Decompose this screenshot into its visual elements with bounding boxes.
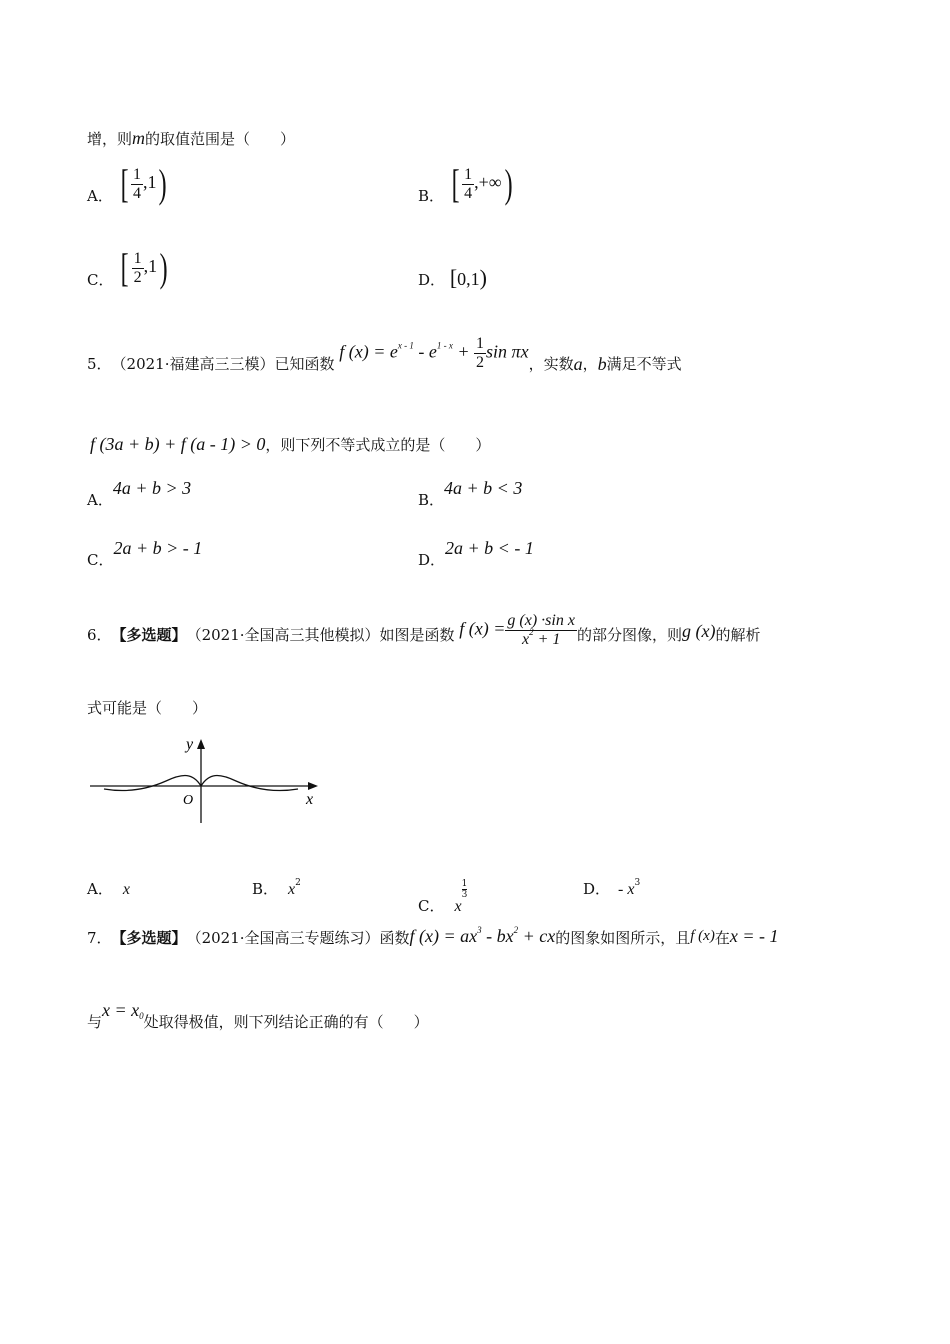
q5-inequality: f (3a + b) + f (a - 1) > 0 — [90, 434, 266, 454]
q4-stem-post: 的取值范围是（ ） — [145, 130, 296, 148]
option-rest: ,1 — [143, 256, 158, 277]
q5-text-mid: ，实数 — [528, 355, 574, 373]
q5-option-a[interactable] — [87, 478, 192, 510]
q5-func-lhs: f (x) = e — [339, 341, 398, 362]
q7-function — [410, 926, 556, 946]
q7-number: 7． — [87, 929, 112, 947]
q7-fx: f (x) — [690, 928, 715, 944]
option-prefix: - — [618, 881, 628, 898]
option-letter: B． — [252, 880, 279, 898]
q5-option-b[interactable] — [418, 478, 523, 510]
option-expr: 4a + b > 3 — [112, 478, 192, 498]
q5-function — [339, 335, 528, 372]
q6-graph — [88, 735, 323, 827]
q5-stem — [87, 332, 682, 374]
option-base: x — [454, 898, 462, 915]
q5-number: 5． — [87, 355, 112, 373]
option-frac-exponent — [462, 879, 468, 900]
q7-mid: - bx — [481, 926, 514, 946]
q5-comma: ， — [582, 355, 598, 373]
option-letter: B． — [418, 491, 445, 509]
q4-stem — [87, 128, 295, 149]
q5-minus: - e — [413, 341, 437, 362]
option-letter: C． — [87, 271, 114, 289]
q7-cond1: x = - 1 — [729, 926, 779, 946]
option-letter: D． — [418, 551, 446, 569]
option-expr: 2a + b < - 1 — [445, 538, 534, 558]
q6-option-b[interactable] — [252, 879, 301, 900]
y-label: y — [186, 736, 194, 753]
option-letter: C． — [418, 897, 445, 915]
q6-g: g (x) — [681, 620, 716, 641]
frac-num: 1 — [133, 249, 142, 267]
option-letter: A． — [87, 491, 113, 509]
q4-stem-pre: 增，则 — [87, 130, 133, 148]
q5-source: （2021·福建高三三模）已知函数 — [111, 355, 335, 373]
q7-stem-line2 — [87, 1000, 429, 1032]
x-label: x — [306, 791, 314, 808]
option-letter: A． — [87, 187, 113, 205]
option-base: x — [122, 881, 130, 898]
sup-den: 3 — [461, 890, 468, 900]
q7-sup1: 3 — [477, 925, 482, 935]
option-base: x — [627, 881, 635, 898]
q5-exp1: x - 1 — [397, 340, 414, 351]
q7-after: 的图象如图所示，且 — [555, 929, 691, 947]
q6-after: 的部分图像，则 — [576, 625, 682, 644]
q6-option-d[interactable] — [583, 879, 640, 900]
option-expr: 4a + b < 3 — [444, 478, 523, 498]
q5-option-d[interactable] — [418, 538, 534, 570]
q6-stem — [87, 612, 760, 649]
option-value: 0,1 — [457, 269, 480, 289]
q6-after2: 的解析 — [715, 625, 761, 644]
q7-source: （2021·全国高三专题练习）函数 — [186, 929, 410, 947]
x-axis-arrow — [308, 782, 318, 790]
q4-option-c[interactable]: C． [ $\frac{1}{2}$ ,1) — [87, 245, 168, 290]
q7-stem — [87, 925, 779, 948]
option-letter: B． — [418, 187, 445, 205]
option-letter: A． — [87, 880, 113, 898]
q5-var-b: b — [597, 354, 607, 374]
q7-tail: + cx — [518, 926, 556, 946]
y-axis-arrow — [197, 739, 205, 749]
origin-label: O — [183, 793, 194, 808]
q4-option-b[interactable]: B． [ $\frac{1}{4}$ ,+∞) — [418, 161, 513, 206]
q5-sin: sin πx — [486, 341, 529, 362]
q7-cond2-sub: 0 — [139, 1011, 144, 1021]
frac-num: 1 — [132, 165, 141, 183]
frac-den: 4 — [464, 184, 473, 202]
q7-func: f (x) = ax — [409, 926, 478, 946]
q5-text-end: 满足不等式 — [606, 355, 682, 373]
option-letter: D． — [418, 271, 446, 289]
q5-exp2: 1 - x — [436, 340, 453, 351]
frac-den-rest: + 1 — [533, 631, 561, 648]
q7-tag: 【多选题】 — [111, 929, 187, 947]
option-base: x — [288, 881, 296, 898]
frac-num: 1 — [476, 334, 485, 352]
q5-inequality-line — [90, 434, 490, 455]
q4-var-m: m — [132, 128, 146, 148]
option-letter: C． — [87, 551, 114, 569]
frac-den: 2 — [133, 268, 142, 286]
q6-lhs: f (x) = — [459, 618, 506, 639]
sup-num: 1 — [461, 879, 468, 889]
frac-den-sup: 2 — [529, 627, 534, 637]
q5-option-c[interactable] — [87, 538, 203, 570]
q6-option-a[interactable] — [87, 879, 130, 900]
q4-option-a[interactable]: A． [ $\frac{1}{4}$ ,1) — [87, 161, 168, 206]
q6-option-c[interactable] — [418, 879, 467, 917]
q6-stem-line2: 式可能是（ ） — [87, 699, 208, 717]
q5-ineq-after: ，则下列不等式成立的是（ ） — [265, 436, 491, 454]
q6-source: （2021·全国高三其他模拟）如图是函数 — [186, 625, 455, 644]
option-expr: 2a + b > - 1 — [113, 538, 203, 558]
q7-sup2: 2 — [513, 925, 519, 935]
option-sup: 3 — [634, 878, 641, 888]
option-rest: ,1 — [142, 172, 157, 193]
frac-den-x: x — [521, 631, 530, 648]
q6-tag: 【多选题】 — [111, 625, 187, 644]
option-letter: D． — [583, 880, 611, 898]
frac-den: 4 — [132, 184, 141, 202]
q7-cond2 — [102, 1000, 144, 1020]
frac-den: 2 — [476, 353, 485, 371]
option-sup: 2 — [295, 878, 301, 888]
q7-at: 在 — [714, 929, 730, 947]
q4-option-d[interactable]: D． [0,1) — [418, 265, 487, 290]
q5-var-a: a — [573, 354, 583, 374]
frac-num: g (x) ·sin x — [507, 612, 575, 629]
q6-number: 6． — [87, 625, 112, 644]
frac-num: 1 — [464, 165, 473, 183]
q7-cond2-x: x = x — [102, 1000, 140, 1020]
q7-line2-pre: 与 — [87, 1013, 103, 1031]
q7-line2-post: 处取得极值，则下列结论正确的有（ ） — [143, 1013, 429, 1031]
option-rest: ,+∞ — [474, 172, 502, 193]
q6-function — [459, 612, 577, 649]
q5-plus: + — [452, 341, 475, 362]
